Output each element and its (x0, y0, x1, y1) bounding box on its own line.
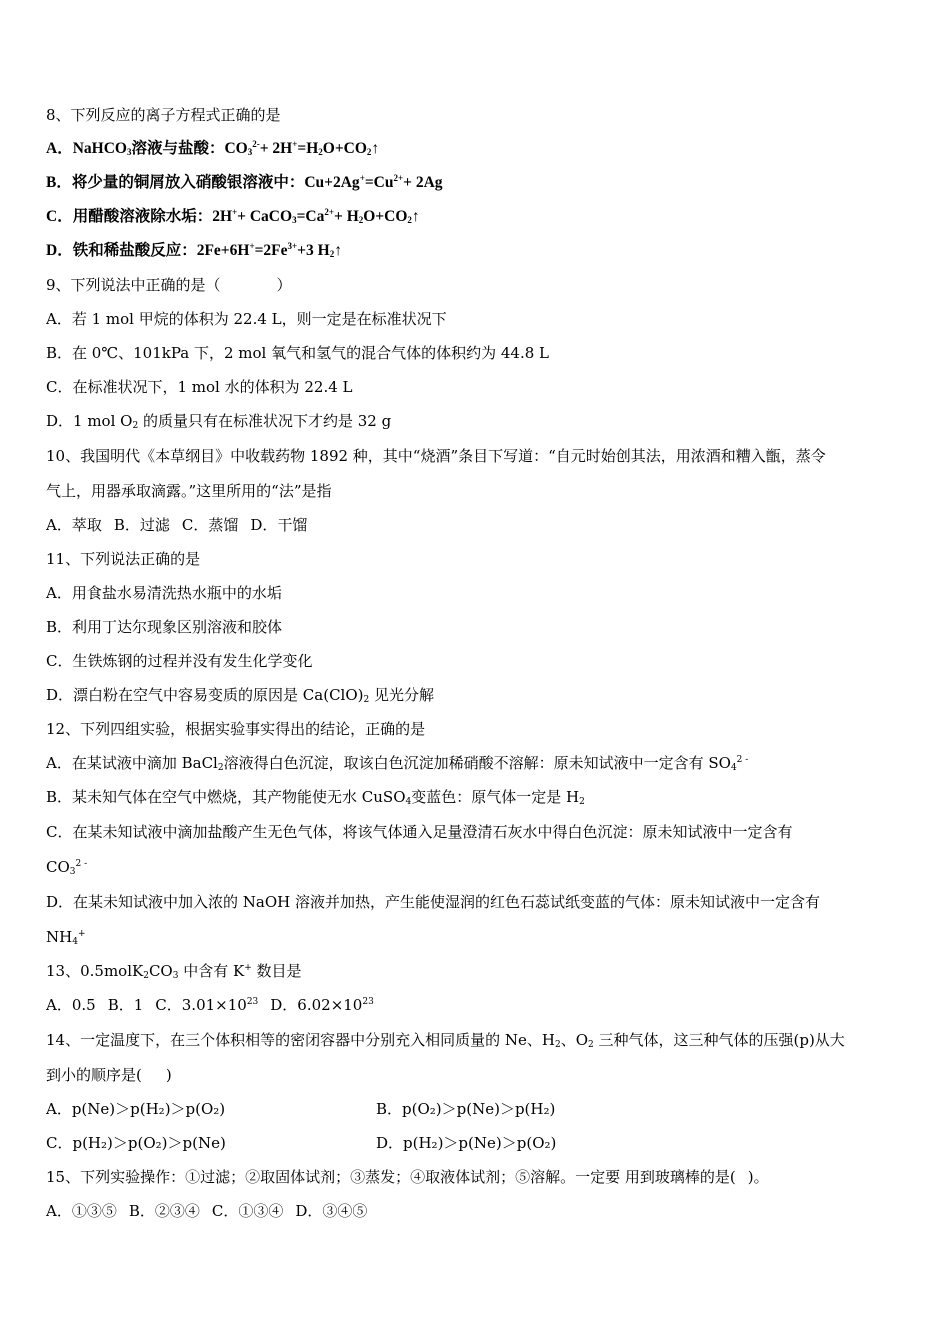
question-8-option-b: B．将少量的铜屑放入硝酸银溶液中：$Cu+2Ag^+=Cu^{2+}+ 2Ag$ (46, 173, 443, 191)
question-9-stem: 9、下列说法中正确的是（ ） (46, 276, 292, 294)
question-9-option-c: C．在标准状况下，1 mol 水的体积为 22.4 L (46, 378, 353, 396)
question-11-option-a: A．用食盐水易清洗热水瓶中的水垢 (46, 584, 282, 602)
q10-option-c: C．蒸馏 (181, 516, 239, 534)
q14-option-d: D．p(H₂)＞p(Ne)＞p(O₂) (376, 1134, 557, 1152)
question-11-option-c: C．生铁炼钢的过程并没有发生化学变化 (46, 652, 313, 670)
question-10-stem-line2: 气上，用器承取滴露。”这里所用的“法”是指 (46, 482, 332, 500)
question-14-stem-line1: 14、一定温度下，在三个体积相等的密闭容器中分别充入相同质量的 Ne、$H_2$、$O_2$ 三种气体，这三种气体的压强(p)从大 (46, 1031, 845, 1050)
q13-option-c: C．$3.01\times 10^{23}$ (155, 996, 259, 1014)
q14-option-a: A．p(Ne)＞p(H₂)＞p(O₂) (46, 1100, 226, 1118)
question-9-option-a: A．若 1 mol 甲烷的体积为 22.4 L，则一定是在标准状况下 (46, 310, 447, 328)
question-14-stem-line2: 到小的顺序是( ) (46, 1066, 172, 1084)
q10-option-a: A．萃取 (46, 516, 102, 534)
question-8-stem (46, 98, 908, 132)
question-8-option-a: A．NaHCO$_3$溶液与盐酸：$CO_3^{2-}+$ $2H^+=H_2O+CO_2↑$ (46, 139, 380, 157)
question-9-option-d: D．1 mol $O_2$ 的质量只有在标准状况下才约是 32 g (46, 412, 392, 431)
question-12-option-d-line2: $NH_4^+$ (46, 928, 86, 947)
question-11-stem: 11、下列说法正确的是 (46, 550, 201, 568)
question-12-option-c-line1: C．在某未知试液中滴加盐酸产生无色气体，将该气体通入足量澄清石灰水中得白色沉淀：原未知试液中一定含有 (46, 823, 793, 841)
question-11-option-b: B．利用丁达尔现象区别溶液和胶体 (46, 618, 283, 636)
q10-option-d: D．干馏 (250, 516, 308, 534)
q15-option-d: D．③④⑤ (295, 1202, 368, 1220)
question-13-stem: 13、$0.5molK_2CO_3$ 中含有 K+ 数目是 (46, 962, 302, 981)
question-12-option-c-line2: $CO_3^{2 -}$ (46, 858, 88, 877)
exam-page (46, 98, 908, 1228)
question-14-options-row2 (46, 1126, 908, 1160)
question-10-stem-line1: 10、我国明代《本草纲目》中收载药物 1892 种，其中“烧酒”条目下写道：“自元时始创其法，用浓酒和糟入甑，蒸令 (46, 447, 826, 465)
question-12-option-b: B．某未知气体在空气中燃烧，其产物能使无水 CuSO$_4$变蓝色：原气体一定是 $H_2$ (46, 788, 585, 807)
question-8-option-c: C．用醋酸溶液除水垢：$2H^++ CaCO_3=Ca^{2+}+$ $H_2O+CO_2↑$ (46, 207, 420, 225)
question-10-options (46, 508, 908, 542)
question-9-option-b: B．在 0℃、101kPa 下，2 mol 氧气和氢气的混合气体的体积约为 44.8 L (46, 344, 549, 362)
q10-option-b: B．过滤 (113, 516, 170, 534)
question-12-option-d-line1: D．在某未知试液中加入浓的 NaOH 溶液并加热，产生能使湿润的红色石蕊试纸变蓝的气体：原未知试液中一定含有 (46, 893, 821, 911)
q8-stem-text: 8、下列反应的离子方程式正确的是 (46, 106, 281, 124)
question-14-options-row1 (46, 1092, 908, 1126)
question-15-stem: 15、下列实验操作：①过滤；②取固体试剂；③蒸发；④取液体试剂；⑤溶解。一定要 用到玻璃棒的是( )。 (46, 1168, 769, 1186)
question-8-option-d: D．铁和稀盐酸反应：$2Fe+6H^+=2Fe^{3+}+3$ $H_2↑$ (46, 241, 342, 259)
q13-option-d: D．$6.02\times 10^{23}$ (270, 996, 374, 1014)
q14-option-c: C．p(H₂)＞p(O₂)＞p(Ne) (46, 1134, 226, 1152)
q13-option-b: B．1 (107, 996, 144, 1014)
question-13-options (46, 988, 908, 1022)
q15-option-c: C．①③④ (211, 1202, 284, 1220)
question-15-options (46, 1194, 908, 1228)
question-12-option-a: A．在某试液中滴加 BaCl$_2$溶液得白色沉淀，取该白色沉淀加稀硝酸不溶解：原未知试液中一定含有 $SO_4^{2 -}$ (46, 754, 749, 773)
question-11-option-d: D．漂白粉在空气中容易变质的原因是 $Ca(ClO)_2$ 见光分解 (46, 686, 435, 705)
question-12-stem: 12、下列四组实验，根据实验事实得出的结论，正确的是 (46, 720, 426, 738)
q15-option-b: B．②③④ (128, 1202, 200, 1220)
q15-option-a: A．①③⑤ (46, 1202, 117, 1220)
q14-option-b: B．p(O₂)＞p(Ne)＞p(H₂) (376, 1100, 556, 1118)
q13-option-a: A．0.5 (46, 996, 96, 1014)
